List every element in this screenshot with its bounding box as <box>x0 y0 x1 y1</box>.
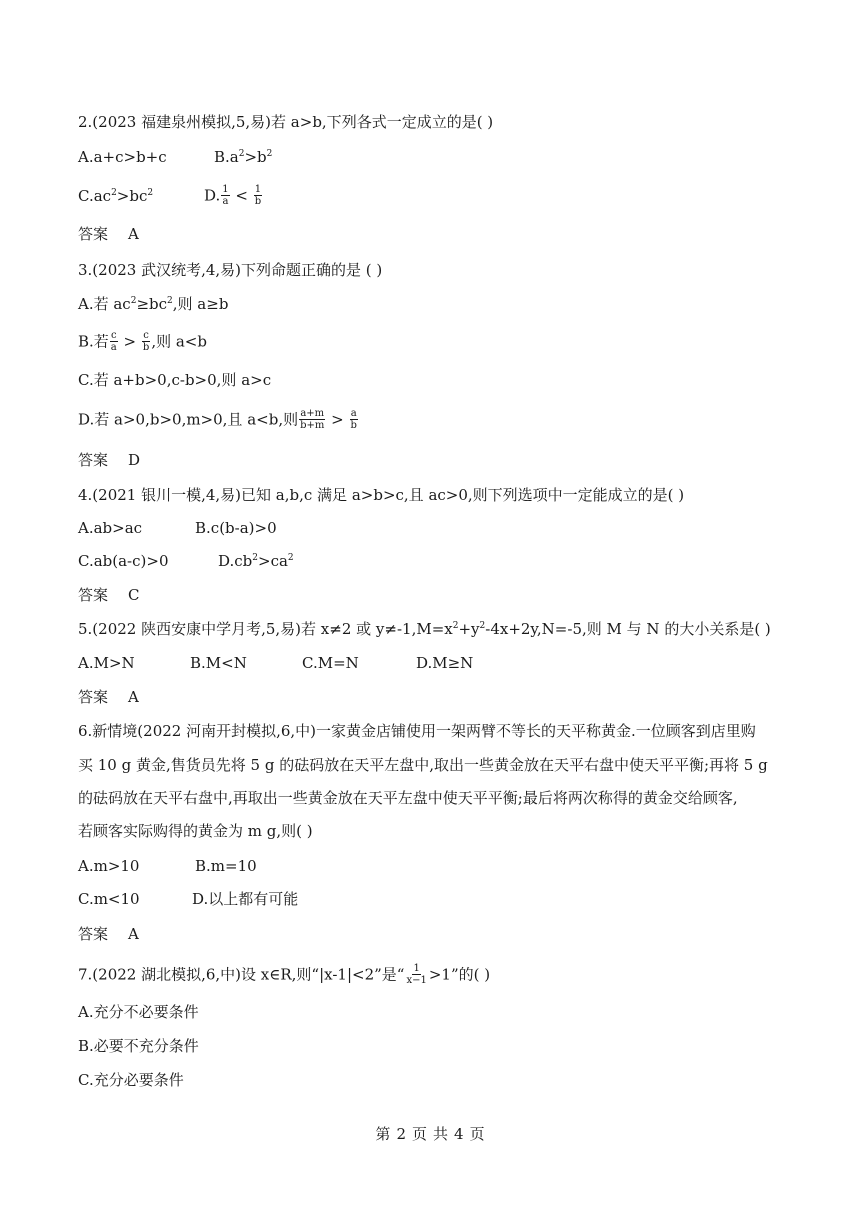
question-5-options <box>78 653 473 673</box>
question-6-options-row-2 <box>78 889 298 909</box>
fraction: $\frac{c}{a}$ <box>110 330 117 353</box>
question-5-option-b: B.M<N <box>190 654 247 672</box>
total-page-count: 4 <box>454 1125 464 1143</box>
question-6-option-a: A.m>10 <box>78 857 140 875</box>
question-4-option-b: B.c(b-a)>0 <box>195 519 277 537</box>
question-2-option-b: $B.a^2>b^2$ <box>214 148 273 166</box>
question-6-option-c: C.m<10 <box>78 890 140 908</box>
fraction: $\frac{1}{a}$ <box>222 184 229 207</box>
question-6-option-d: D.以上都有可能 <box>192 890 299 908</box>
question-2-options-row-1 <box>78 147 272 167</box>
question-4-stem: 4.(2021 银川一模,4,易)已知 a,b,c 满足 a>b>c,且 ac>0,则下列选项中一定能成立的是( ) <box>78 486 685 504</box>
question-5-stem: 5.(2022 陕西安康中学月考,5,易)若 x≠2 或 $y\ne-1,M=x^2+y^2-4x+2y,N=-5$,则 M 与 N 的大小关系是( ) <box>78 620 771 638</box>
fraction: $\frac{1}{b}$ <box>254 184 262 207</box>
question-5-option-d: D.M≥N <box>416 654 474 672</box>
question-4-option-c: C.ab(a-c)>0 <box>78 552 169 570</box>
question-3-answer: 答案 D <box>78 451 141 469</box>
question-2-answer: 答案 A <box>78 225 139 243</box>
question-7-option-a: A.充分不必要条件 <box>78 1003 199 1021</box>
question-3-stem: 3.(2023 武汉统考,4,易)下列命题正确的是 ( ) <box>78 261 383 279</box>
fraction: $\frac{1}{x-1}$ <box>406 963 427 986</box>
question-2-option-d: D. $\frac{1}{a}$ < $\frac{1}{b}$ <box>204 184 262 207</box>
current-page-number: 2 <box>396 1125 406 1143</box>
fraction: $\frac{a}{b}$ <box>350 408 357 431</box>
question-6-stem-line-3: 的砝码放在天平右盘中,再取出一些黄金放在天平左盘中使天平平衡;最后将两次称得的黄金交给顾客, <box>78 789 738 807</box>
page-footer: 第 2 页 共 4 页 <box>375 1125 485 1143</box>
question-6-stem-line-4: 若顾客实际购得的黄金为 m g,则( ) <box>78 822 313 840</box>
question-4-option-a: A.ab>ac <box>78 519 143 537</box>
question-4-answer: 答案 C <box>78 586 140 604</box>
question-3-option-d: D.若 a>0,b>0,m>0,且 a<b,则 $\frac{a+m}{b+m}$ > $\frac{a}{b}$ <box>78 408 357 431</box>
question-6-options-row-1 <box>78 856 257 876</box>
question-3-option-a: A.若 $ac^2\ge bc^2$,则 a≥b <box>78 295 229 313</box>
question-3-option-c: C.若 a+b>0,c-b>0,则 a>c <box>78 371 272 389</box>
question-6-answer: 答案 A <box>78 925 139 943</box>
question-3-option-b: B.若 $\frac{c}{a}$ > $\frac{c}{b}$ ,则 a<b <box>78 330 207 353</box>
question-2-option-c: $C.ac^2>bc^2$ <box>78 186 154 205</box>
fraction: $\frac{c}{b}$ <box>142 330 150 353</box>
question-6-option-b: B.m=10 <box>195 857 257 875</box>
question-5-answer: 答案 A <box>78 688 139 706</box>
question-4-options-row-1 <box>78 518 277 538</box>
question-2-options-row-2 <box>78 185 263 208</box>
question-4-option-d: $D.cb^2>ca^2$ <box>218 552 294 570</box>
question-7-option-b: B.必要不充分条件 <box>78 1037 199 1055</box>
question-2-option-a: A.a+c>b+c <box>78 148 167 166</box>
question-6-stem-line-1: 6.新情境(2022 河南开封模拟,6,中)一家黄金店铺使用一架两臂不等长的天平称黄金.一位顾客到店里购 <box>78 722 756 740</box>
question-6-stem-line-2: 买 10 g 黄金,售货员先将 5 g 的砝码放在天平左盘中,取出一些黄金放在天平右盘中使天平平衡;再将 5 g <box>78 756 768 774</box>
question-7-option-c: C.充分必要条件 <box>78 1071 184 1089</box>
question-2-stem: 2.(2023 福建泉州模拟,5,易)若 a>b,下列各式一定成立的是( ) <box>78 113 494 131</box>
question-5-option-a: A.M>N <box>78 654 135 672</box>
question-5-option-c: C.M=N <box>302 654 359 672</box>
fraction: $\frac{a+m}{b+m}$ <box>300 408 325 431</box>
question-4-options-row-2 <box>78 551 294 571</box>
question-7-stem: 7.(2022 湖北模拟,6,中)设 x∈R,则“|x-1|<2”是“ $\frac{1}{x-1}$ >1”的( ) <box>78 963 491 986</box>
